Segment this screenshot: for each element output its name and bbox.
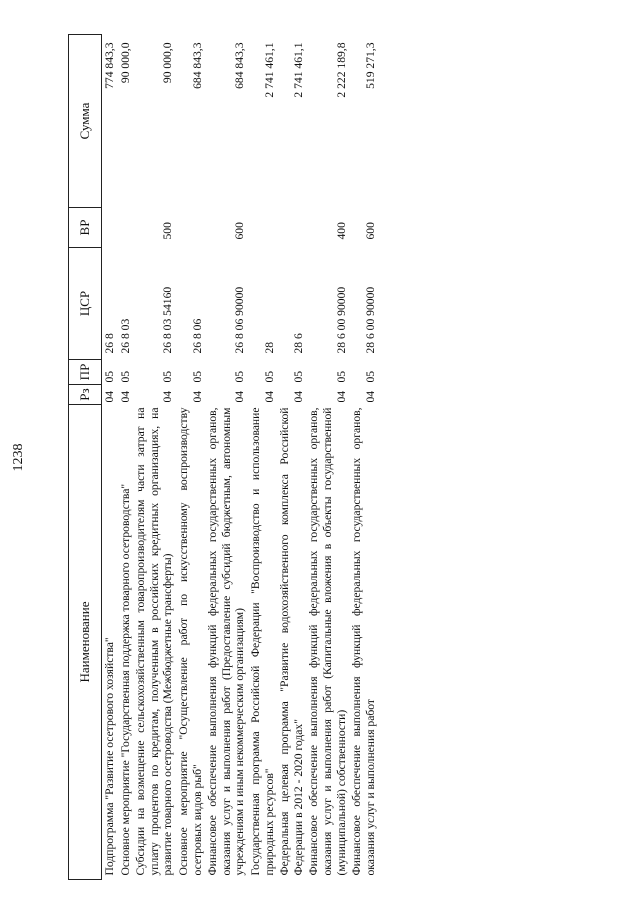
table-header-row — [69, 35, 102, 880]
row-vr: 500 — [161, 222, 175, 240]
row-rz: 04 — [118, 390, 132, 403]
row-name: Субсидии на возмещение сельскохозяйственным товаропроизводителям части затрат на уплату процентов по кредитам, полученным в российских кредитных организациях, на развитие товарного осетроводства (Межбюджетные трансферты) — [134, 407, 175, 876]
row-csr: 26 8 — [103, 333, 116, 354]
row-csr: 26 8 06 90000 — [233, 286, 247, 354]
row-pr: 05 — [363, 370, 377, 383]
row-sum: 774 843,3 — [103, 42, 116, 89]
table-row — [349, 35, 378, 880]
row-name: Финансовое обеспечение выполнения функций федеральных государственных органов, оказания услуг и выполнения работ (Капитальные вложения в объекты государственной (муниципальной) собственности) — [307, 407, 348, 876]
row-pr: 05 — [334, 370, 348, 383]
row-rz: 04 — [334, 390, 348, 403]
row-rz: 04 — [291, 390, 305, 403]
row-pr: 05 — [190, 370, 204, 383]
row-csr: 28 6 00 90000 — [363, 286, 377, 354]
row-name: Финансовое обеспечение выполнения функций федеральных государственных органов, оказания услуг и выполнения работ (Предоставление субсидий бюджетным, автономным учреждениям и иным некоммерческим организациям) — [206, 407, 247, 876]
row-pr: 05 — [103, 370, 116, 383]
row-rz: 04 — [262, 390, 276, 403]
row-vr: 600 — [363, 222, 377, 240]
header-csr: ЦСР — [69, 248, 102, 360]
row-name: Федеральная целевая программа "Развитие водохозяйственного комплекса Российской Федерации в 2012 - 2020 годах" — [278, 407, 305, 876]
row-rz: 04 — [103, 390, 116, 403]
header-name: Наименование — [69, 405, 102, 880]
table-row — [248, 35, 277, 880]
row-pr: 05 — [233, 370, 247, 383]
table-row — [205, 35, 248, 880]
row-vr: 400 — [334, 222, 348, 240]
header-rz: Рз — [69, 385, 102, 405]
row-sum: 684 843,3 — [233, 42, 247, 89]
header-sum: Сумма — [69, 35, 102, 208]
row-sum: 684 843,3 — [190, 42, 204, 89]
row-pr: 05 — [262, 370, 276, 383]
row-csr: 28 6 — [291, 333, 305, 354]
row-name: Основное мероприятие "Осуществление работ по искусственному воспроизводству осетровых видов рыб" — [176, 407, 204, 876]
table-row — [176, 35, 205, 880]
row-rz: 04 — [161, 390, 175, 403]
row-pr: 05 — [161, 370, 175, 383]
row-vr — [248, 208, 277, 248]
page-number: 1238 — [11, 443, 26, 472]
row-sum: 2 741 461,1 — [262, 42, 276, 98]
rotated-content — [11, 35, 591, 880]
table-row — [277, 35, 306, 880]
header-vr: ВР — [69, 208, 102, 248]
budget-table — [68, 34, 378, 880]
row-name: Государственная программа Российской Федерации "Воспроизводство и использование природных ресурсов" — [248, 407, 276, 876]
row-name: Финансовое обеспечение выполнения функций федеральных государственных органов, оказания услуг и выполнения работ — [350, 407, 377, 876]
row-rz: 04 — [190, 390, 204, 403]
table-row — [102, 35, 118, 880]
row-vr — [176, 208, 205, 248]
header-pr: ПР — [69, 360, 102, 385]
table-row — [118, 35, 134, 880]
row-csr: 28 — [262, 341, 276, 354]
row-csr: 26 8 06 — [190, 318, 204, 354]
table-row — [133, 35, 176, 880]
row-rz: 04 — [233, 390, 247, 403]
row-csr: 26 8 03 — [118, 318, 132, 354]
row-rz: 04 — [363, 390, 377, 403]
row-sum: 90 000,0 — [118, 42, 132, 84]
row-vr: 600 — [233, 222, 247, 240]
row-vr — [277, 208, 306, 248]
row-csr: 28 6 00 90000 — [334, 286, 348, 354]
row-vr — [118, 208, 134, 248]
row-sum: 2 222 189,8 — [334, 42, 348, 98]
row-pr: 05 — [291, 370, 305, 383]
row-name: Основное мероприятие "Государственная поддержка товарного осетроводства" — [118, 483, 132, 876]
row-sum: 90 000,0 — [161, 42, 175, 84]
row-sum: 2 741 461,1 — [291, 42, 305, 98]
table-body — [102, 35, 379, 880]
row-sum: 519 271,3 — [363, 42, 377, 89]
row-pr: 05 — [118, 370, 132, 383]
row-csr: 26 8 03 54160 — [161, 286, 175, 354]
row-vr — [102, 208, 118, 248]
table-row — [306, 35, 349, 880]
row-name: Подпрограмма "Развитие осетрового хозяйства" — [103, 637, 116, 876]
